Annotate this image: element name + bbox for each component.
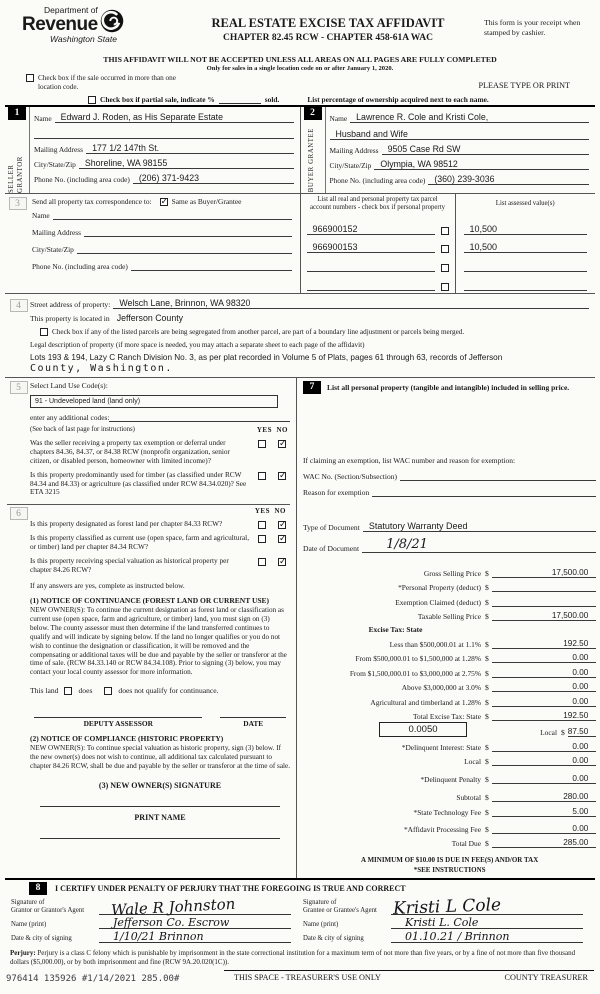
buyer-mailing-label: Mailing Address: [329, 146, 379, 155]
total-excise-state-label: Total Excise Tax: State: [413, 712, 481, 721]
seller-name-label: Name: [34, 114, 52, 123]
type-of-document-label: Type of Document: [303, 523, 360, 532]
q-timber-yes-checkbox[interactable]: [258, 472, 266, 480]
corr-city-label: City/State/Zip: [32, 245, 74, 254]
question-row: [30, 557, 290, 575]
exemption-intro: If claiming an exemption, list WAC number and reason for exemption:: [303, 456, 516, 465]
grantor-print-value: Jefferson Co. Escrow: [113, 915, 230, 929]
seller-city-label: City/State/Zip: [34, 160, 76, 169]
q-forest-no-checkbox[interactable]: [278, 521, 286, 529]
tier2-field[interactable]: 0.00: [492, 653, 597, 663]
assessed-value-field-4[interactable]: [464, 281, 587, 291]
acceptance-notice: THIS AFFIDAVIT WILL NOT BE ACCEPTED UNLESS ALL AREAS ON ALL PAGES ARE FULLY COMPLETED: [103, 55, 497, 64]
dollar-sign: $: [485, 668, 489, 678]
dollar-sign: $: [485, 824, 489, 834]
yes-header-2: YES: [254, 507, 270, 516]
seller-mailing-label: Mailing Address: [34, 145, 84, 154]
assessed-value-field-2[interactable]: 10,500: [464, 242, 587, 253]
partial-sale-sold-label: sold.: [264, 95, 280, 104]
seller-phone-field[interactable]: (206) 371-9423: [133, 173, 294, 184]
personal-deduct-label: *Personal Property (deduct): [398, 583, 481, 592]
buyer-name-field[interactable]: Lawrence R. Cole and Kristi Cole,: [350, 112, 589, 123]
dollar-sign: $: [485, 612, 489, 621]
parcel-table: [301, 194, 596, 293]
delinq-penalty-label: *Delinquent Penalty: [420, 775, 481, 784]
no-header-2: NO: [274, 507, 286, 516]
gross-price-field[interactable]: 17,500.00: [492, 568, 597, 578]
no-header: NO: [276, 426, 288, 434]
form-subtitle: CHAPTER 82.45 RCW - CHAPTER 458-61A WAC: [223, 33, 433, 43]
q-exemption-text: Was the seller receiving a property tax exemption or deferral under chapters 84.36, 84.37, or 84.38 RCW (nonprofit organization, senior citizen, or disabled person, homeowner with limited income)?: [30, 438, 230, 465]
section-5-number: 5: [10, 381, 28, 394]
assessed-value-row: [464, 257, 587, 272]
dollar-sign: $: [561, 728, 565, 737]
total-excise-state-field[interactable]: 192.50: [492, 711, 597, 721]
additional-codes-field[interactable]: [109, 412, 290, 422]
partial-sale-percent-field[interactable]: [219, 103, 261, 104]
located-in-label: This property is located in: [30, 314, 110, 323]
grantee-signature-line[interactable]: [391, 894, 583, 919]
parcel-number-field-1[interactable]: 966900152: [307, 224, 435, 235]
q-forest-text: Is this property designated as forest land per chapter 84.33 RCW?: [30, 519, 223, 529]
q-currentuse-text: Is this property classified as current use (open space, farm and agricultural, or timber) land per chapter 84.34 RCW?: [30, 533, 250, 552]
exemption-deduct-field[interactable]: [492, 597, 597, 607]
wac-label: WAC No. (Section/Subsection): [303, 472, 397, 481]
buyer-phone-label: Phone No. (including area code): [329, 176, 426, 185]
assessed-values-header: List assessed value(s): [495, 200, 555, 207]
q-exemption-no-checkbox[interactable]: [278, 440, 286, 448]
notice2-body: NEW OWNER(S): To continue special valuation as historic property, sign (3) below. If the new owner(s) does not wish to continue, all additional tax calculated pursuant to chapter 84.26 RCW, shall be due and payable by the seller or transferor at the time of sale.: [30, 744, 290, 771]
assessed-value-row: [464, 220, 587, 235]
grantor-sig-label1: Signature of: [11, 899, 45, 906]
tier1-label: Less than $500,000.01 at 1.1%: [389, 639, 481, 649]
grantee-print-value: Kristi L. Cole: [405, 915, 479, 929]
does-not-label: does not qualify for continuance.: [118, 686, 219, 696]
located-in-field[interactable]: Jefferson County: [116, 313, 184, 323]
same-as-buyer-checkbox[interactable]: [160, 198, 168, 206]
tax-column: [297, 378, 600, 878]
dollar-sign: $: [485, 793, 489, 802]
grantee-sig-label2: Grantee or Grantee's Agent: [303, 906, 377, 914]
dollar-sign: $: [485, 683, 489, 692]
grantor-print-label: Name (print): [11, 920, 47, 928]
section-6-number: 6: [10, 507, 28, 520]
parcel-number-field-4[interactable]: [307, 281, 435, 291]
q-timber-text: Is this property predominantly used for timber (as classified under RCW 84.34 and 84.33) or agriculture (as classified under RCW 84.34.020)? See ETA 3215: [30, 469, 247, 497]
dollar-sign: $: [485, 712, 489, 721]
subtotal-field[interactable]: 280.00: [492, 792, 597, 802]
notice1-body: NEW OWNER(S): To continue the current designation as forest land or classification as current use (open space, farm and agriculture, or timber) land, you must sign on (3) below. The county assessor must then determine if the land transferred continues to qualify and will indicate by signing below. If the land no longer qualifies or you do not wish to continue the designation or classification, it will be removed and the compensating or additional taxes will be due and payable by the seller or transferor at the time of sale. (RCW 84.33.140 or RCW 84.34.108). Prior to signing (3) below, you may contact your local county assessor for more information.: [30, 605, 287, 677]
land-use-label: Select Land Use Code(s):: [30, 381, 108, 390]
local-tax-field[interactable]: 87.50: [568, 727, 597, 737]
taxable-price-field[interactable]: 17,500.00: [492, 611, 597, 621]
deputy-assessor-date-line[interactable]: DATE: [220, 717, 286, 728]
parcel-number-field-2[interactable]: 966900153: [307, 242, 435, 253]
grantee-print-label: Name (print): [303, 920, 339, 928]
section-1-number: 1: [8, 107, 26, 120]
dollar-sign: $: [485, 654, 489, 663]
dollar-sign: $: [485, 839, 489, 848]
grantor-signature-block: [7, 894, 299, 943]
same-as-buyer-label: Same as Buyer/Grantee: [171, 197, 242, 206]
grantor-date-value: 1/10/21 Brinnon: [113, 929, 204, 943]
grantor-signature-value: Wale R Johnston: [110, 894, 236, 919]
section-2-number: 2: [304, 107, 322, 120]
partial-sale-checkbox[interactable]: [88, 96, 96, 104]
section-8-number: 8: [29, 882, 47, 895]
property-section: [5, 294, 595, 378]
parcel-personal-checkbox-2[interactable]: [441, 245, 449, 253]
see-instructions-note: *SEE INSTRUCTIONS: [413, 865, 486, 874]
multi-location-label: Check box if the sale occurred in more than one location code.: [38, 74, 176, 91]
grantee-date-line[interactable]: [391, 931, 583, 943]
date-of-document-field[interactable]: 1/8/21: [362, 537, 596, 553]
segregated-label: Check box if any of the listed parcels are being segregated from another parcel, are part of a boundary line adjustment or parcels being merged.: [52, 328, 465, 336]
delinq-penalty-field[interactable]: 0.00: [492, 774, 597, 784]
form-title: REAL ESTATE EXCISE TAX AFFIDAVIT: [211, 16, 445, 30]
assessed-value-field-1[interactable]: 10,500: [464, 224, 587, 235]
taxable-price-label: Taxable Selling Price: [417, 612, 481, 621]
parcel-number-field-3[interactable]: [307, 262, 435, 272]
this-land-label: This land: [30, 686, 59, 696]
seller-grantor-side-label: [8, 128, 26, 193]
legal-description-line1[interactable]: Lots 193 & 194, Lazy C Ranch Division No. 3, as per plat recorded in Volume 5 of Plats, pages 61 through 63, records of Jefferson: [30, 353, 503, 362]
section-3-number: 3: [9, 197, 27, 210]
corr-mailing-field[interactable]: [84, 227, 291, 237]
seller-city-field[interactable]: Shoreline, WA 98155: [79, 158, 294, 169]
tier4-label: Above $3,000,000 at 3.0%: [401, 683, 481, 692]
seeback-note: (See back of last page for instructions): [30, 426, 135, 433]
legal-description-line2[interactable]: County, Washington.: [30, 363, 173, 374]
grantee-sig-label1: Signature of: [303, 899, 337, 906]
certify-statement: I CERTIFY UNDER PENALTY OF PERJURY THAT THE FOREGOING IS TRUE AND CORRECT: [55, 884, 406, 893]
partial-sale-label: Check box if partial sale, indicate %: [100, 95, 215, 104]
buyer-city-field[interactable]: Olympia, WA 98512: [374, 159, 589, 170]
type-of-document-field[interactable]: Statutory Warranty Deed: [363, 521, 596, 532]
land-use-select[interactable]: 91 - Undeveloped land (land only): [30, 395, 278, 408]
logo-state-text: Washington State: [50, 33, 117, 44]
dollar-sign: $: [485, 742, 489, 752]
receipt-note: This form is your receipt when stamped by cashier.: [484, 18, 581, 37]
form-header: [0, 0, 600, 54]
parcel-row: [307, 276, 449, 291]
dor-logo: [22, 6, 172, 54]
agri-timber-field[interactable]: 0.00: [492, 697, 597, 707]
dollar-sign: $: [485, 697, 489, 707]
seller-section: [5, 107, 301, 193]
print-name-title: PRINT NAME: [134, 813, 186, 823]
grantor-date-line[interactable]: [99, 931, 291, 943]
deputy-assessor-signature-line[interactable]: DEPUTY ASSESSOR: [34, 717, 202, 728]
buyer-mailing-field[interactable]: 9505 Case Rd SW: [382, 144, 589, 155]
notice1-title: (1) NOTICE OF CONTINUANCE (FOREST LAND OR CURRENT USE): [30, 595, 270, 605]
minimum-due-note: A MINIMUM OF $10.00 IS DUE IN FEE(S) AND/OR TAX: [361, 856, 539, 864]
street-address-field[interactable]: Welsch Lane, Brinnon, WA 98320: [113, 298, 589, 309]
dor-swirl-icon: [99, 8, 125, 34]
gross-price-label: Gross Selling Price: [423, 568, 481, 578]
grantor-print-line[interactable]: [99, 917, 291, 929]
parcel-personal-checkbox-1[interactable]: [441, 227, 449, 235]
buyer-side-word1: BUYER: [308, 166, 316, 193]
delinq-interest-state-label: *Delinquent Interest: State: [401, 742, 481, 752]
dollar-sign: $: [485, 775, 489, 784]
grantee-signature-value: Kristi L Cole: [392, 894, 502, 919]
processing-fee-label: *Affidavit Processing Fee: [403, 824, 481, 834]
corr-city-field[interactable]: [77, 244, 292, 254]
assessed-value-field-3[interactable]: [464, 262, 587, 272]
agri-timber-label: Agricultural and timberland at 1.28%: [370, 697, 481, 707]
form-footer: [0, 946, 600, 984]
tech-fee-label: *State Technology Fee: [413, 807, 481, 817]
parcel-numbers-header: List all real and personal property tax parcel account numbers - check box if personal property: [310, 196, 445, 212]
parcel-row: [307, 239, 449, 254]
q-timber-no-checkbox[interactable]: [278, 472, 286, 480]
local-tax-label: Local: [540, 728, 557, 737]
grantee-date-value: 01.10.21 / Brinnon: [405, 929, 510, 943]
perjury-label: Perjury:: [10, 949, 36, 957]
question-row: [30, 471, 290, 498]
does-label: does: [78, 686, 93, 696]
ownership-note: List percentage of ownership acquired next to each name.: [307, 95, 489, 104]
buyer-name-label: Name: [329, 114, 348, 123]
assessed-value-row: [464, 239, 587, 254]
tier3-label: From $1,500,000.01 to $3,000,000 at 2.75%: [349, 668, 481, 678]
seller-mailing-field[interactable]: 177 1/2 147th St.: [86, 143, 293, 154]
date-of-document-label: Date of Document: [303, 544, 360, 553]
reason-field[interactable]: [372, 487, 596, 497]
dollar-sign: $: [485, 757, 489, 766]
dollar-sign: $: [485, 583, 489, 592]
tier3-field[interactable]: 0.00: [492, 668, 597, 678]
buyer-city-label: City/State/Zip: [329, 161, 372, 170]
grantee-signature-block: [299, 894, 591, 943]
delinq-interest-local-label: Local: [464, 757, 481, 766]
seller-name-field[interactable]: Edward J. Roden, as His Separate Estate: [55, 112, 294, 123]
assessed-value-row: [464, 276, 587, 291]
personal-deduct-field[interactable]: [492, 582, 597, 592]
q-historic-no-checkbox[interactable]: [278, 558, 286, 566]
total-due-field[interactable]: 285.00: [492, 838, 597, 848]
correspondence-label: Send all property tax correspondence to:: [32, 197, 152, 206]
logo-dept-text: Department of: [44, 5, 98, 15]
grantee-print-line[interactable]: [391, 917, 583, 929]
logo-revenue-text: Revenue: [22, 13, 98, 35]
parcel-row: [307, 257, 449, 272]
grantor-sig-label2: Grantor or Grantor's Agent: [11, 906, 85, 914]
q-exemption-yes-checkbox[interactable]: [258, 440, 266, 448]
buyer-side-word2: GRANTEE: [308, 128, 316, 164]
tech-fee-field[interactable]: 5.00: [492, 807, 597, 817]
processing-fee-field[interactable]: 0.00: [492, 824, 597, 834]
segregated-checkbox[interactable]: [40, 328, 48, 336]
tier1-field[interactable]: 192.50: [492, 639, 597, 649]
q-historic-yes-checkbox[interactable]: [258, 558, 266, 566]
yes-header: YES: [256, 426, 272, 434]
land-use-column: [5, 378, 297, 878]
q-historic-text: Is this property receiving special valuation as historical property per chapter 84.26 RCW?: [30, 556, 229, 575]
if-yes-note: If any answers are yes, complete as instructed below.: [30, 580, 185, 590]
q-currentuse-yes-checkbox[interactable]: [258, 535, 266, 543]
exemption-deduct-label: Exemption Claimed (deduct): [395, 597, 481, 607]
certification-section: [5, 878, 595, 946]
buyer-grantee-side-label: [308, 128, 317, 192]
corr-phone-label: Phone No. (including area code): [32, 262, 128, 271]
dollar-sign: $: [485, 639, 489, 649]
buyer-phone-field[interactable]: (360) 239-3036: [428, 174, 589, 185]
buyer-section: [301, 107, 596, 193]
seller-phone-label: Phone No. (including area code): [34, 175, 130, 184]
grantee-date-label: Date & city of signing: [303, 934, 364, 942]
personal-property-label: List all personal property (tangible and intangible) included in selling price.: [327, 383, 570, 392]
section-4-number: 4: [10, 299, 28, 312]
multi-location-checkbox[interactable]: [26, 74, 34, 82]
new-owner-signature-line[interactable]: [40, 806, 280, 807]
seller-side-word1: SELLER: [8, 164, 16, 193]
additional-codes-label: enter any additional codes:: [30, 413, 110, 422]
corr-name-field[interactable]: [53, 210, 292, 220]
print-name-line[interactable]: [40, 838, 280, 839]
corr-phone-field[interactable]: [131, 261, 292, 271]
wac-field[interactable]: [400, 471, 596, 481]
total-due-label: Total Due: [451, 839, 481, 848]
q-currentuse-no-checkbox[interactable]: [278, 535, 286, 543]
correspondence-section: [5, 194, 301, 293]
single-location-note: Only for sales in a single location code on or after January 1, 2020.: [206, 65, 394, 72]
question-row: [30, 520, 290, 529]
grantor-signature-line[interactable]: [99, 894, 291, 919]
question-row: [30, 534, 290, 552]
parcel-personal-checkbox-4[interactable]: [441, 283, 449, 291]
local-rate-box[interactable]: 0.0050: [379, 722, 467, 737]
cashier-stamp: 976414 135926 #1/14/2021 285.00#: [6, 974, 180, 985]
tier4-field[interactable]: 0.00: [492, 682, 597, 692]
corr-name-label: Name: [32, 211, 50, 220]
grantor-date-label: Date & city of signing: [11, 934, 72, 942]
dollar-sign: $: [485, 568, 489, 578]
county-treasurer-label: COUNTY TREASURER: [504, 973, 588, 983]
parcel-row: [307, 220, 449, 235]
does-not-checkbox[interactable]: [104, 687, 112, 695]
section-7-number: 7: [303, 381, 321, 394]
q-forest-yes-checkbox[interactable]: [258, 521, 266, 529]
type-or-print-note: PLEASE TYPE OR PRINT: [478, 81, 570, 90]
perjury-body: Perjury is a class C felony which is punishable by imprisonment in the state correctional institution for a maximum term of not more than five years, or by a fine of not more than five thousand dollars ($5,000.00), or by both imprisonment and fine (RCW 9A.20.020(1C)).: [10, 949, 576, 967]
delinq-interest-state-field[interactable]: 0.00: [492, 742, 597, 752]
corr-mailing-label: Mailing Address: [32, 228, 82, 237]
dollar-sign: $: [485, 597, 489, 607]
excise-tax-state-header: Excise Tax: State: [368, 625, 423, 634]
parcel-personal-checkbox-3[interactable]: [441, 264, 449, 272]
tier2-label: From $500,000.01 to $1,500,000 at 1.28%: [355, 654, 481, 663]
seller-side-word2: GRANTOR: [17, 156, 24, 193]
street-address-label: Street address of property:: [30, 300, 111, 309]
treasurer-space-label: THIS SPACE - TREASURER'S USE ONLY: [234, 973, 381, 983]
notice2-title: (2) NOTICE OF COMPLIANCE (HISTORIC PROPERTY): [30, 734, 224, 744]
reason-label: Reason for exemption: [303, 488, 370, 497]
subtotal-label: Subtotal: [456, 793, 481, 802]
delinq-interest-local-field[interactable]: 0.00: [492, 756, 597, 766]
buyer-name2-field[interactable]: Husband and Wife: [330, 129, 590, 140]
new-owner-signature-title: (3) NEW OWNER(S) SIGNATURE: [98, 781, 222, 791]
question-row: [30, 439, 290, 466]
seller-name2-field[interactable]: [34, 129, 294, 139]
legal-description-label: Legal description of property (if more space is needed, you may attach a separate sheet to each page of the affidavit): [30, 341, 365, 349]
does-checkbox[interactable]: [64, 687, 72, 695]
dollar-sign: $: [485, 807, 489, 817]
